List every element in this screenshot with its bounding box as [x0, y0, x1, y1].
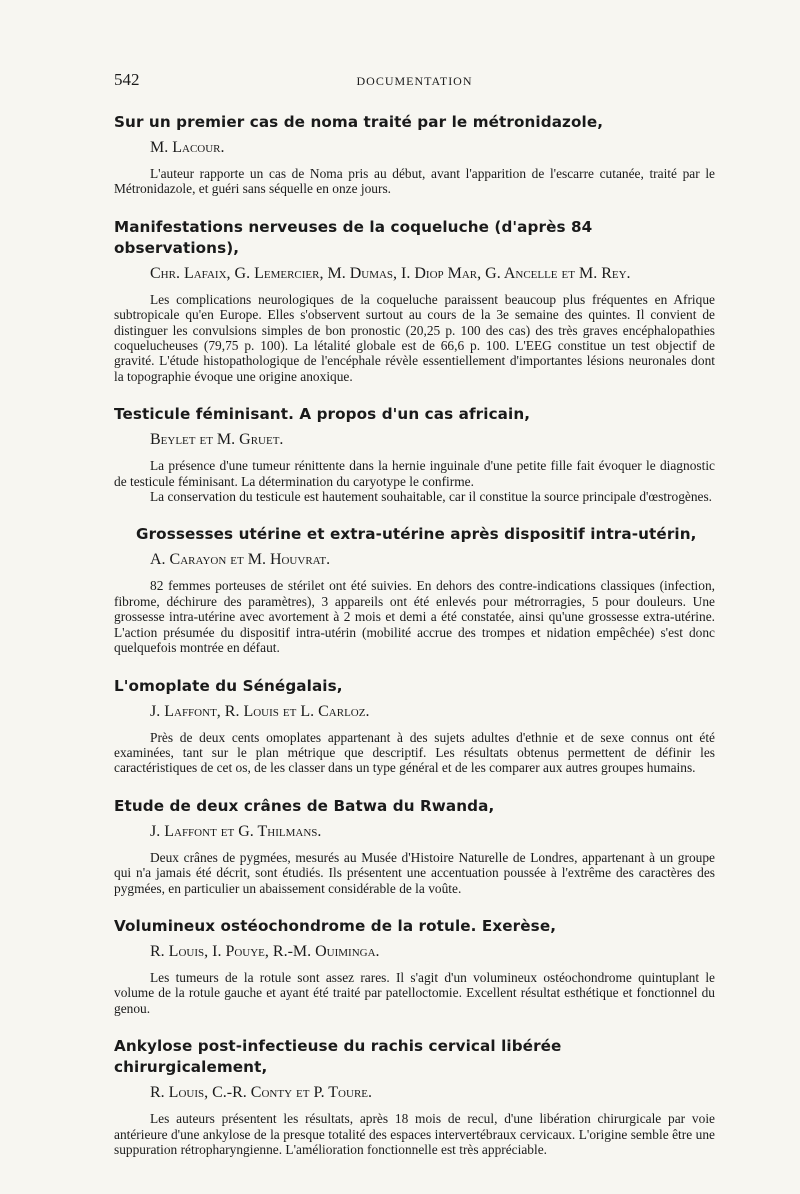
abstract-paragraph: La présence d'une tumeur rénittente dans la hernie inguinale d'une petite fille fait évoquer le diagnostic de testicule féminisant. La détermination du caryotype le confirme.	[114, 458, 715, 489]
article-abstract	[114, 850, 715, 896]
abstract-paragraph: L'auteur rapporte un cas de Noma pris au début, avant l'apparition de l'escarre cutanée, traité par le Métronidazole, et guéri sans séquelle en onze jours.	[114, 166, 715, 197]
article-abstract	[114, 458, 715, 504]
article-authors: M. Lacour.	[150, 139, 225, 156]
article-abstract	[114, 578, 715, 655]
article-authors: Beylet et M. Gruet.	[150, 431, 284, 449]
article-authors: J. Laffont et G. Thilmans.	[150, 822, 322, 840]
article-authors: Chr. Lafaix, G. Lemercier, M. Dumas, I. Diop Mar, G. Ancelle et M. Rey.	[150, 264, 631, 282]
article-title: Sur un premier cas de noma traité par le métronidazole,	[114, 113, 604, 131]
abstract-paragraph: Les tumeurs de la rotule sont assez rares. Il s'agit d'un volumineux ostéochondrome quintuplant le volume de la rotule gauche et ayant été traité par patelloctomie. Excellent résultat esthétique et fonctionnel du genou.	[114, 969, 715, 1016]
page-header	[114, 70, 715, 98]
abstract-paragraph: La conservation du testicule est hautement souhaitable, car il constitue la source principale d'œstrogènes.	[150, 489, 713, 505]
abstract-paragraph: Deux crânes de pygmées, mesurés au Musée d'Histoire Naturelle de Londres, appartenant à un groupe qui n'a jamais été décrit, sont étudiés. Ils présentent une accentuation poussée à l'extrême des caractères des pygmées, en particulier un abaissement considérable de la voûte.	[114, 849, 715, 896]
abstract-paragraph: 82 femmes porteuses de stérilet ont été suivies. En dehors des contre-indications classiques (infection, fibrome, déchirure des paramètres), 3 appareils ont été enlevés pour métrorragies, 5 pour douleurs. Une grossesse intra-utérine avec avortement à 2 mois et demi a été constatée, ainsi qu'une grossesse extra-utérine. L'action présumée du dispositif intra-utérin (mobilité accrue des trompes et nidation empêchée) s'est donc quelquefois montrée en défaut.	[114, 578, 715, 656]
article-grossesses	[114, 524, 715, 655]
article-ankylose	[114, 1036, 715, 1157]
article-cranes	[114, 796, 715, 896]
article-authors: J. Laffont, R. Louis et L. Carloz.	[150, 702, 370, 720]
article-abstract	[114, 1111, 715, 1157]
article-title: L'omoplate du Sénégalais,	[114, 676, 343, 695]
article-authors: R. Louis, C.-R. Conty et P. Toure.	[150, 1084, 372, 1102]
article-omoplate	[114, 676, 715, 776]
article-abstract	[114, 166, 715, 197]
article-osteochondrome	[114, 916, 715, 1016]
article-abstract	[114, 730, 715, 776]
article-title: Manifestations nerveuses de la coqueluche (d'après 84 observations),	[114, 217, 593, 257]
article-noma	[114, 112, 715, 197]
running-head: DOCUMENTATION	[356, 74, 473, 88]
abstract-paragraph: Les auteurs présentent les résultats, après 18 mois de recul, d'une libération chirurgicale par voie antérieure d'une ankylose de la presque totalité des espaces intervertébraux cervicaux. L'origine semble être une suppuration rétropharyngienne. L'amélioration fonctionnelle est très appréciable.	[114, 1111, 715, 1157]
article-title: Etude de deux crânes de Batwa du Rwanda,	[114, 796, 495, 815]
article-title: Ankylose post-infectieuse du rachis cervical libérée chirurgicalement,	[114, 1037, 562, 1077]
article-authors: R. Louis, I. Pouye, R.-M. Ouiminga.	[150, 942, 380, 960]
article-abstract	[114, 970, 715, 1016]
article-testicule	[114, 404, 715, 504]
article-title: Grossesses utérine et extra-utérine après dispositif intra-utérin,	[136, 525, 697, 544]
article-coqueluche	[114, 217, 715, 384]
article-title: Volumineux ostéochondrome de la rotule. Exerèse,	[114, 916, 557, 935]
abstract-paragraph: Les complications neurologiques de la coqueluche paraissent beaucoup plus fréquentes en Afrique subtropicale qu'en Europe. Elles s'observent surtout au cours de la 3e semaine des quintes. Il convient de distinguer les convulsions simples de bon pronostic (20,25 p. 100 des cas) des très graves encéphalopathies coquelucheuses (79,75 p. 100). La létalité globale est de 66,6 p. 100. L'EEG constitue un test objectif de gravité. L'étude histopathologique de l'encéphale révèle essentiellement d'importantes lésions neuronales dont la topographie évoque une origine anoxique.	[114, 291, 715, 384]
article-abstract	[114, 292, 715, 384]
article-title: Testicule féminisant. A propos d'un cas africain,	[114, 405, 531, 424]
abstract-paragraph: Près de deux cents omoplates appartenant à des sujets adultes d'ethnie et de sexe connus ont été examinées, tant sur le plan métrique que descriptif. Les résultats obtenus permettent de définir les caractéristiques de cet os, de les classer dans un type général et de les comparer aux autres groupes humains.	[114, 729, 715, 776]
article-authors: A. Carayon et M. Houvrat.	[150, 551, 331, 569]
page-number: 542	[114, 70, 140, 89]
